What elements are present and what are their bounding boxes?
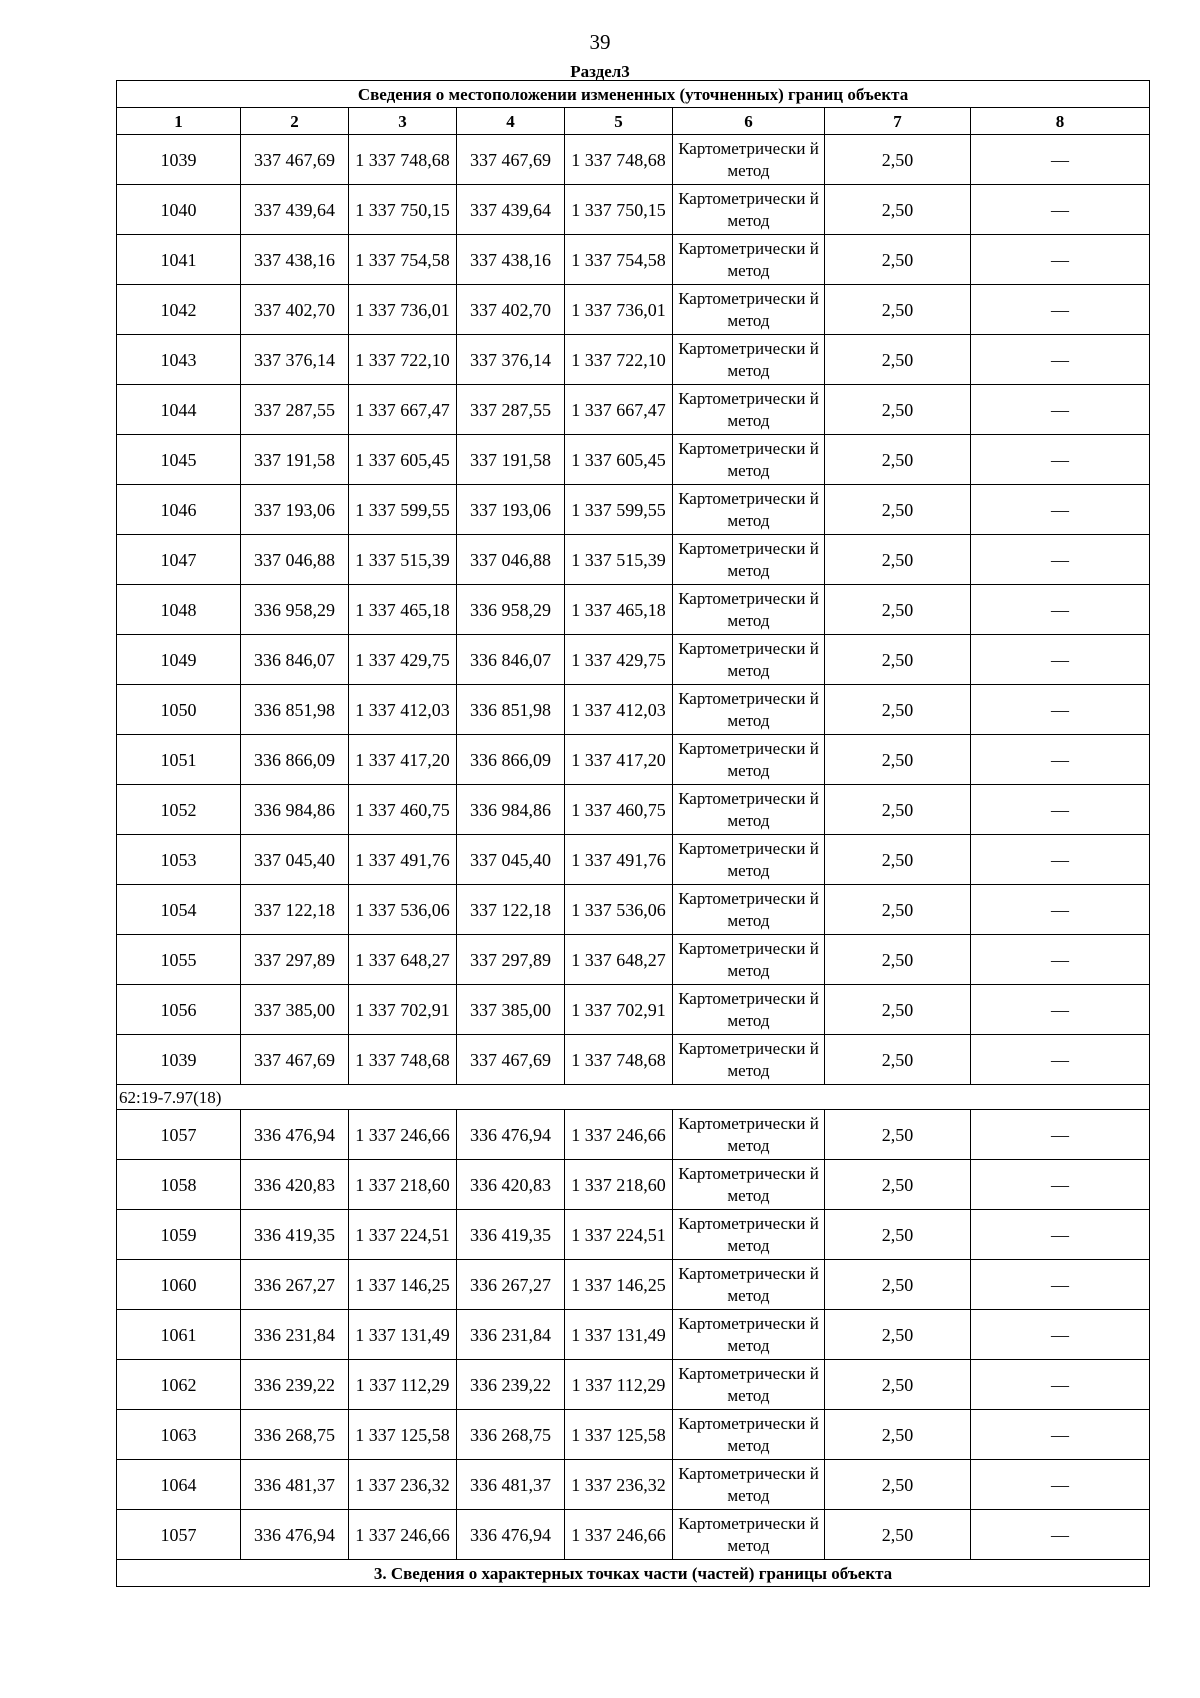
- coord-y-new-cell: 1 337 218,60: [565, 1160, 673, 1210]
- method-cell: Картометрически й метод: [673, 1035, 825, 1085]
- method-cell: Картометрически й метод: [673, 635, 825, 685]
- point-number-cell: 1062: [117, 1360, 241, 1410]
- point-number-cell: 1041: [117, 235, 241, 285]
- method-cell: Картометрически й метод: [673, 585, 825, 635]
- coord-y-new-cell: 1 337 748,68: [565, 135, 673, 185]
- coord-x-new-cell: 336 846,07: [457, 635, 565, 685]
- method-cell: Картометрически й метод: [673, 835, 825, 885]
- coord-x-old-cell: 337 287,55: [241, 385, 349, 435]
- method-cell: Картометрически й метод: [673, 1210, 825, 1260]
- column-header: 3: [349, 108, 457, 135]
- coord-x-old-cell: 336 268,75: [241, 1410, 349, 1460]
- coord-y-old-cell: 1 337 605,45: [349, 435, 457, 485]
- coord-y-new-cell: 1 337 667,47: [565, 385, 673, 435]
- coord-y-new-cell: 1 337 412,03: [565, 685, 673, 735]
- coord-y-old-cell: 1 337 246,66: [349, 1510, 457, 1560]
- coord-x-old-cell: 336 239,22: [241, 1360, 349, 1410]
- coord-x-old-cell: 336 476,94: [241, 1110, 349, 1160]
- method-cell: Картометрически й метод: [673, 1360, 825, 1410]
- coord-x-new-cell: 337 297,89: [457, 935, 565, 985]
- coord-x-old-cell: 337 297,89: [241, 935, 349, 985]
- table-row: [117, 985, 1150, 1035]
- table-row: [117, 1410, 1150, 1460]
- column-header: 5: [565, 108, 673, 135]
- coord-x-old-cell: 336 419,35: [241, 1210, 349, 1260]
- coord-y-new-cell: 1 337 491,76: [565, 835, 673, 885]
- coord-x-new-cell: 337 191,58: [457, 435, 565, 485]
- accuracy-cell: 2,50: [825, 135, 971, 185]
- column-header: 7: [825, 108, 971, 135]
- table-row: [117, 1510, 1150, 1560]
- table-row: [117, 1210, 1150, 1260]
- point-number-cell: 1039: [117, 135, 241, 185]
- accuracy-cell: 2,50: [825, 835, 971, 885]
- coord-x-old-cell: 336 958,29: [241, 585, 349, 635]
- accuracy-cell: 2,50: [825, 435, 971, 485]
- table-row: [117, 185, 1150, 235]
- coord-x-new-cell: 336 420,83: [457, 1160, 565, 1210]
- coord-y-old-cell: 1 337 491,76: [349, 835, 457, 885]
- coord-x-old-cell: 337 122,18: [241, 885, 349, 935]
- method-cell: Картометрически й метод: [673, 1110, 825, 1160]
- coord-x-new-cell: 336 419,35: [457, 1210, 565, 1260]
- method-cell: Картометрически й метод: [673, 185, 825, 235]
- coord-x-new-cell: 336 866,09: [457, 735, 565, 785]
- accuracy-cell: 2,50: [825, 1260, 971, 1310]
- coord-x-old-cell: 337 045,40: [241, 835, 349, 885]
- coord-y-old-cell: 1 337 218,60: [349, 1160, 457, 1210]
- coord-y-new-cell: 1 337 702,91: [565, 985, 673, 1035]
- accuracy-cell: 2,50: [825, 185, 971, 235]
- coord-x-new-cell: 337 046,88: [457, 535, 565, 585]
- table-row: [117, 1160, 1150, 1210]
- coord-x-new-cell: 337 287,55: [457, 385, 565, 435]
- method-cell: Картометрически й метод: [673, 1160, 825, 1210]
- coord-y-old-cell: 1 337 515,39: [349, 535, 457, 585]
- table-row: [117, 835, 1150, 885]
- table-row: [117, 1460, 1150, 1510]
- coord-x-new-cell: 336 481,37: [457, 1460, 565, 1510]
- point-number-cell: 1054: [117, 885, 241, 935]
- coord-x-old-cell: 336 866,09: [241, 735, 349, 785]
- point-number-cell: 1064: [117, 1460, 241, 1510]
- coord-y-new-cell: 1 337 465,18: [565, 585, 673, 635]
- coord-y-new-cell: 1 337 605,45: [565, 435, 673, 485]
- accuracy-cell: 2,50: [825, 1110, 971, 1160]
- description-cell: —: [971, 585, 1150, 635]
- point-number-cell: 1052: [117, 785, 241, 835]
- column-header: 8: [971, 108, 1150, 135]
- coord-y-old-cell: 1 337 429,75: [349, 635, 457, 685]
- coord-x-new-cell: 337 385,00: [457, 985, 565, 1035]
- accuracy-cell: 2,50: [825, 885, 971, 935]
- accuracy-cell: 2,50: [825, 335, 971, 385]
- point-number-cell: 1061: [117, 1310, 241, 1360]
- coord-x-old-cell: 337 402,70: [241, 285, 349, 335]
- accuracy-cell: 2,50: [825, 585, 971, 635]
- coord-x-new-cell: 337 376,14: [457, 335, 565, 385]
- point-number-cell: 1049: [117, 635, 241, 685]
- coord-y-old-cell: 1 337 412,03: [349, 685, 457, 735]
- coord-x-old-cell: 337 191,58: [241, 435, 349, 485]
- coord-y-old-cell: 1 337 599,55: [349, 485, 457, 535]
- coord-y-old-cell: 1 337 112,29: [349, 1360, 457, 1410]
- method-cell: Картометрически й метод: [673, 935, 825, 985]
- point-number-cell: 1044: [117, 385, 241, 435]
- coord-x-old-cell: 336 481,37: [241, 1460, 349, 1510]
- boundary-coordinates-table: [116, 80, 1150, 1587]
- method-cell: Картометрически й метод: [673, 385, 825, 435]
- coord-y-new-cell: 1 337 750,15: [565, 185, 673, 235]
- coord-y-old-cell: 1 337 648,27: [349, 935, 457, 985]
- coord-x-old-cell: 337 438,16: [241, 235, 349, 285]
- table-row: [117, 885, 1150, 935]
- method-cell: Картометрически й метод: [673, 1310, 825, 1360]
- description-cell: —: [971, 1160, 1150, 1210]
- accuracy-cell: 2,50: [825, 1410, 971, 1460]
- coord-y-new-cell: 1 337 736,01: [565, 285, 673, 335]
- coord-x-old-cell: 336 231,84: [241, 1310, 349, 1360]
- coord-x-new-cell: 336 476,94: [457, 1510, 565, 1560]
- coord-y-new-cell: 1 337 648,27: [565, 935, 673, 985]
- column-header: 1: [117, 108, 241, 135]
- accuracy-cell: 2,50: [825, 785, 971, 835]
- method-cell: Картометрически й метод: [673, 1260, 825, 1310]
- coord-x-old-cell: 336 846,07: [241, 635, 349, 685]
- coord-y-old-cell: 1 337 536,06: [349, 885, 457, 935]
- coord-x-new-cell: 336 851,98: [457, 685, 565, 735]
- description-cell: —: [971, 285, 1150, 335]
- coord-x-new-cell: 337 193,06: [457, 485, 565, 535]
- table-row: [117, 1360, 1150, 1410]
- accuracy-cell: 2,50: [825, 1310, 971, 1360]
- coord-y-old-cell: 1 337 748,68: [349, 135, 457, 185]
- accuracy-cell: 2,50: [825, 385, 971, 435]
- table-row: [117, 1260, 1150, 1310]
- coord-y-old-cell: 1 337 750,15: [349, 185, 457, 235]
- table-row: [117, 585, 1150, 635]
- coord-y-old-cell: 1 337 417,20: [349, 735, 457, 785]
- accuracy-cell: 2,50: [825, 1160, 971, 1210]
- method-cell: Картометрически й метод: [673, 735, 825, 785]
- description-cell: —: [971, 1510, 1150, 1560]
- coord-y-old-cell: 1 337 236,32: [349, 1460, 457, 1510]
- coord-y-new-cell: 1 337 429,75: [565, 635, 673, 685]
- description-cell: —: [971, 785, 1150, 835]
- method-cell: Картометрически й метод: [673, 685, 825, 735]
- coord-y-old-cell: 1 337 460,75: [349, 785, 457, 835]
- point-number-cell: 1057: [117, 1110, 241, 1160]
- coord-x-old-cell: 337 385,00: [241, 985, 349, 1035]
- coord-y-new-cell: 1 337 754,58: [565, 235, 673, 285]
- coord-y-new-cell: 1 337 748,68: [565, 1035, 673, 1085]
- point-number-cell: 1060: [117, 1260, 241, 1310]
- coord-y-new-cell: 1 337 112,29: [565, 1360, 673, 1410]
- accuracy-cell: 2,50: [825, 985, 971, 1035]
- method-cell: Картометрически й метод: [673, 285, 825, 335]
- description-cell: —: [971, 385, 1150, 435]
- coord-y-old-cell: 1 337 722,10: [349, 335, 457, 385]
- accuracy-cell: 2,50: [825, 485, 971, 535]
- coord-x-new-cell: 336 984,86: [457, 785, 565, 835]
- table-footer-row: [117, 1560, 1150, 1587]
- coord-y-new-cell: 1 337 236,32: [565, 1460, 673, 1510]
- coord-y-old-cell: 1 337 702,91: [349, 985, 457, 1035]
- method-cell: Картометрически й метод: [673, 485, 825, 535]
- method-cell: Картометрически й метод: [673, 985, 825, 1035]
- table-row: [117, 535, 1150, 585]
- coord-y-new-cell: 1 337 536,06: [565, 885, 673, 935]
- coord-x-new-cell: 337 045,40: [457, 835, 565, 885]
- coord-x-old-cell: 337 376,14: [241, 335, 349, 385]
- accuracy-cell: 2,50: [825, 1460, 971, 1510]
- table-row: [117, 485, 1150, 535]
- description-cell: —: [971, 1360, 1150, 1410]
- coord-x-old-cell: 336 267,27: [241, 1260, 349, 1310]
- coord-x-new-cell: 336 958,29: [457, 585, 565, 635]
- coord-y-old-cell: 1 337 754,58: [349, 235, 457, 285]
- coord-x-old-cell: 337 467,69: [241, 135, 349, 185]
- description-cell: —: [971, 1260, 1150, 1310]
- accuracy-cell: 2,50: [825, 1210, 971, 1260]
- coord-y-new-cell: 1 337 146,25: [565, 1260, 673, 1310]
- description-cell: —: [971, 1110, 1150, 1160]
- description-cell: —: [971, 935, 1150, 985]
- point-number-cell: 1047: [117, 535, 241, 585]
- accuracy-cell: 2,50: [825, 685, 971, 735]
- description-cell: —: [971, 485, 1150, 535]
- description-cell: —: [971, 1035, 1150, 1085]
- point-number-cell: 1042: [117, 285, 241, 335]
- table-row: [117, 385, 1150, 435]
- coord-x-new-cell: 336 268,75: [457, 1410, 565, 1460]
- coord-x-old-cell: 336 476,94: [241, 1510, 349, 1560]
- description-cell: —: [971, 135, 1150, 185]
- coord-x-new-cell: 336 231,84: [457, 1310, 565, 1360]
- coord-x-old-cell: 336 420,83: [241, 1160, 349, 1210]
- coord-x-new-cell: 337 467,69: [457, 135, 565, 185]
- description-cell: —: [971, 1460, 1150, 1510]
- table-row: [117, 1110, 1150, 1160]
- column-header-row: [117, 108, 1150, 135]
- method-cell: Картометрически й метод: [673, 235, 825, 285]
- method-cell: Картометрически й метод: [673, 785, 825, 835]
- accuracy-cell: 2,50: [825, 635, 971, 685]
- coord-y-old-cell: 1 337 736,01: [349, 285, 457, 335]
- column-header: 4: [457, 108, 565, 135]
- coord-y-old-cell: 1 337 131,49: [349, 1310, 457, 1360]
- point-number-cell: 1058: [117, 1160, 241, 1210]
- description-cell: —: [971, 685, 1150, 735]
- point-number-cell: 1048: [117, 585, 241, 635]
- description-cell: —: [971, 335, 1150, 385]
- group-label: 62:19-7.97(18): [117, 1085, 1150, 1110]
- method-cell: Картометрически й метод: [673, 535, 825, 585]
- coord-x-old-cell: 337 467,69: [241, 1035, 349, 1085]
- point-number-cell: 1051: [117, 735, 241, 785]
- point-number-cell: 1043: [117, 335, 241, 385]
- accuracy-cell: 2,50: [825, 285, 971, 335]
- coord-x-new-cell: 336 267,27: [457, 1260, 565, 1310]
- method-cell: Картометрически й метод: [673, 1510, 825, 1560]
- table-row: [117, 685, 1150, 735]
- point-number-cell: 1050: [117, 685, 241, 735]
- table-row: [117, 635, 1150, 685]
- coord-y-old-cell: 1 337 224,51: [349, 1210, 457, 1260]
- description-cell: —: [971, 1310, 1150, 1360]
- description-cell: —: [971, 1410, 1150, 1460]
- method-cell: Картометрически й метод: [673, 135, 825, 185]
- method-cell: Картометрически й метод: [673, 885, 825, 935]
- accuracy-cell: 2,50: [825, 535, 971, 585]
- point-number-cell: 1059: [117, 1210, 241, 1260]
- coord-y-new-cell: 1 337 515,39: [565, 535, 673, 585]
- coord-x-new-cell: 337 467,69: [457, 1035, 565, 1085]
- point-number-cell: 1057: [117, 1510, 241, 1560]
- table-title: Сведения о местоположении измененных (уточненных) границ объекта: [117, 81, 1150, 108]
- point-number-cell: 1056: [117, 985, 241, 1035]
- point-number-cell: 1053: [117, 835, 241, 885]
- description-cell: —: [971, 635, 1150, 685]
- accuracy-cell: 2,50: [825, 235, 971, 285]
- table-row: [117, 785, 1150, 835]
- page-number: 39: [589, 30, 611, 54]
- point-number-cell: 1055: [117, 935, 241, 985]
- coord-x-old-cell: 337 046,88: [241, 535, 349, 585]
- method-cell: Картометрически й метод: [673, 335, 825, 385]
- coord-x-old-cell: 337 439,64: [241, 185, 349, 235]
- section-label: Раздел3: [570, 62, 630, 81]
- table-row: [117, 135, 1150, 185]
- column-header: 6: [673, 108, 825, 135]
- accuracy-cell: 2,50: [825, 1035, 971, 1085]
- coord-y-old-cell: 1 337 246,66: [349, 1110, 457, 1160]
- table-footer-title: 3. Сведения о характерных точках части (частей) границы объекта: [117, 1560, 1150, 1587]
- table-row: [117, 335, 1150, 385]
- coord-y-old-cell: 1 337 146,25: [349, 1260, 457, 1310]
- coord-y-new-cell: 1 337 246,66: [565, 1510, 673, 1560]
- point-number-cell: 1040: [117, 185, 241, 235]
- table-row: [117, 285, 1150, 335]
- point-number-cell: 1039: [117, 1035, 241, 1085]
- description-cell: —: [971, 735, 1150, 785]
- method-cell: Картометрически й метод: [673, 1460, 825, 1510]
- coord-x-new-cell: 337 402,70: [457, 285, 565, 335]
- coord-x-old-cell: 336 851,98: [241, 685, 349, 735]
- description-cell: —: [971, 235, 1150, 285]
- coord-y-old-cell: 1 337 748,68: [349, 1035, 457, 1085]
- method-cell: Картометрически й метод: [673, 1410, 825, 1460]
- table-row: [117, 1035, 1150, 1085]
- coord-y-old-cell: 1 337 125,58: [349, 1410, 457, 1460]
- coord-x-old-cell: 337 193,06: [241, 485, 349, 535]
- coord-y-new-cell: 1 337 722,10: [565, 335, 673, 385]
- description-cell: —: [971, 535, 1150, 585]
- coord-y-new-cell: 1 337 131,49: [565, 1310, 673, 1360]
- coord-x-new-cell: 337 438,16: [457, 235, 565, 285]
- description-cell: —: [971, 435, 1150, 485]
- coord-x-new-cell: 336 476,94: [457, 1110, 565, 1160]
- table-title-row: [117, 81, 1150, 108]
- table-row: [117, 1310, 1150, 1360]
- coord-y-old-cell: 1 337 465,18: [349, 585, 457, 635]
- table-group-row: [117, 1085, 1150, 1110]
- table-row: [117, 735, 1150, 785]
- point-number-cell: 1063: [117, 1410, 241, 1460]
- column-header: 2: [241, 108, 349, 135]
- coord-x-new-cell: 337 439,64: [457, 185, 565, 235]
- coord-y-new-cell: 1 337 125,58: [565, 1410, 673, 1460]
- description-cell: —: [971, 985, 1150, 1035]
- table-row: [117, 235, 1150, 285]
- coord-y-new-cell: 1 337 599,55: [565, 485, 673, 535]
- method-cell: Картометрически й метод: [673, 435, 825, 485]
- accuracy-cell: 2,50: [825, 935, 971, 985]
- description-cell: —: [971, 835, 1150, 885]
- coord-y-new-cell: 1 337 460,75: [565, 785, 673, 835]
- coord-y-old-cell: 1 337 667,47: [349, 385, 457, 435]
- coord-y-new-cell: 1 337 246,66: [565, 1110, 673, 1160]
- point-number-cell: 1045: [117, 435, 241, 485]
- accuracy-cell: 2,50: [825, 1510, 971, 1560]
- accuracy-cell: 2,50: [825, 1360, 971, 1410]
- coord-x-new-cell: 337 122,18: [457, 885, 565, 935]
- description-cell: —: [971, 885, 1150, 935]
- point-number-cell: 1046: [117, 485, 241, 535]
- coord-x-old-cell: 336 984,86: [241, 785, 349, 835]
- accuracy-cell: 2,50: [825, 735, 971, 785]
- description-cell: —: [971, 1210, 1150, 1260]
- coord-y-new-cell: 1 337 224,51: [565, 1210, 673, 1260]
- table-row: [117, 435, 1150, 485]
- description-cell: —: [971, 185, 1150, 235]
- coord-x-new-cell: 336 239,22: [457, 1360, 565, 1410]
- coord-y-new-cell: 1 337 417,20: [565, 735, 673, 785]
- table-row: [117, 935, 1150, 985]
